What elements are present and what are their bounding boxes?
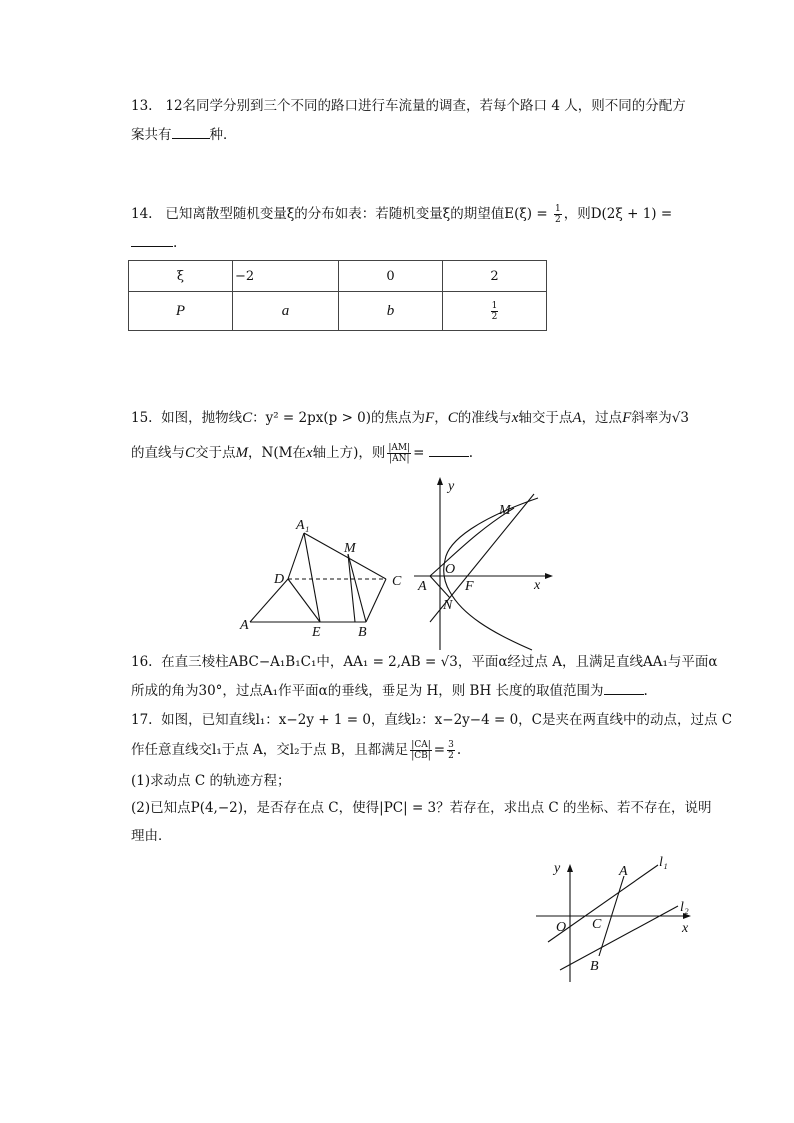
q15-fraction (387, 443, 411, 464)
label-l1: l₁ (659, 855, 668, 870)
q15-u7: 轴上方)，则 (312, 445, 386, 461)
q15-t7: 的准线与 (457, 410, 512, 426)
edge (348, 554, 355, 622)
q15-frac-den: |AN| (389, 454, 410, 464)
q16-text-2: 所成的角为30°，过点A₁作平面α的垂线，垂足为 H，则 BH 长度的取值范围为 (131, 683, 604, 699)
q16-text: 在直三棱柱ABC−A₁B₁C₁中，AA₁ = 2,AB = √3，平面α经过点 A，且满足直线AA₁与平面α (161, 654, 718, 670)
q16-number: 16. (131, 654, 153, 670)
q15-t11: ，过点 (581, 410, 623, 426)
line-AM (430, 508, 514, 576)
q17-number: 17. (131, 712, 153, 728)
label-x: x (682, 921, 689, 936)
q17-frac-num: |CA| (411, 740, 431, 750)
q13-line1 (131, 96, 686, 116)
label-A: A (418, 579, 427, 594)
table-cell: 0 (339, 261, 443, 292)
q15-u2: C (185, 445, 196, 461)
q17-end: . (456, 742, 462, 758)
q17-sub2: (2)已知点P(4,−2)，是否存在点 C，使得|PC| = 3？若存在，求出点 C 的坐标、若不存在，说明 (131, 800, 712, 816)
q14-frac-num: 1 (554, 204, 561, 214)
q13-text-2: 案共有 (131, 127, 172, 143)
label-O: O (445, 562, 456, 577)
label-A: A (240, 618, 249, 633)
q15-u3: 交于点 (195, 445, 236, 461)
q14-text: 已知离散型随机变量ξ的分布如表：若随机变量ξ的期望值E(ξ) = (165, 206, 548, 222)
q17-line1 (131, 710, 732, 730)
q17-fraction (410, 740, 432, 761)
q15-end: . (468, 445, 474, 461)
q15-answer-blank[interactable] (429, 442, 469, 457)
label-B: B (590, 959, 599, 974)
q15-u6: x (305, 445, 313, 461)
q17-sub2-cont: 理由． (131, 828, 172, 844)
q16-end: . (643, 683, 648, 699)
table-frac-den: 2 (491, 311, 498, 322)
edge (304, 533, 386, 579)
q15-frac-num: |AM| (388, 443, 411, 453)
q15-t4: F (425, 410, 435, 426)
label-y: y (554, 861, 561, 876)
q14-frac-den: 2 (554, 215, 561, 225)
q14-fraction (554, 204, 562, 225)
q14-end: . (173, 235, 178, 251)
table-frac-num: 1 (491, 300, 498, 311)
parabola-curve (444, 498, 538, 650)
q16-line1 (131, 652, 718, 672)
q15-t1: 如图，抛物线 (161, 410, 243, 426)
table-cell: ξ (129, 261, 233, 292)
label-A: A (619, 864, 628, 879)
label-A1: A₁ (296, 518, 310, 533)
q15-t3: ：y² = 2px(p > 0)的焦点为 (252, 410, 426, 426)
q17-val-num: 3 (448, 740, 454, 750)
label-l2: l₂ (680, 900, 689, 915)
table-row (129, 261, 547, 292)
table-cell: 2 (443, 261, 547, 292)
q17-val-den: 2 (448, 751, 454, 761)
y-arrow (567, 864, 573, 872)
label-C: C (592, 917, 602, 932)
table-cell (443, 292, 547, 331)
q17-sub1: (1)求动点 C 的轨迹方程； (131, 773, 291, 789)
edge (288, 579, 320, 622)
q14-answer-blank[interactable] (131, 232, 173, 247)
parabola-figure (410, 474, 560, 652)
label-O: O (556, 920, 567, 935)
q13-number: 13. (131, 98, 153, 114)
q15-line2 (131, 442, 473, 464)
parallel-lines-figure (532, 852, 702, 984)
label-F: F (465, 579, 474, 594)
q13-line2 (131, 124, 237, 145)
edge (348, 554, 366, 622)
table-cell: b (339, 292, 443, 331)
q17-text: 如图，已知直线l₁：x−2y + 1 = 0，直线l₂：x−2y−4 = 0，C是夹在两直线中的动点，过点 C (161, 712, 733, 728)
label-M: M (344, 541, 356, 556)
x-arrow (545, 573, 553, 579)
q15-t5: ， (434, 410, 448, 426)
table-cell: P (129, 292, 233, 331)
edge (304, 533, 320, 622)
label-E: E (312, 625, 321, 640)
y-arrow (437, 477, 443, 485)
q15-t8: x (511, 410, 519, 426)
q17-frac-den: |CB| (411, 751, 431, 761)
label-M: M (499, 503, 511, 518)
q14-line1 (131, 204, 672, 225)
table-cell: −2 (233, 261, 339, 292)
table-fraction (491, 301, 499, 322)
q15-t2: C (242, 410, 253, 426)
q15-u5: ，N(M在 (248, 445, 306, 461)
q15-t9: 轴交于点 (518, 410, 573, 426)
q14-number: 14. (131, 206, 153, 222)
q17-eq: = (433, 742, 446, 758)
edge (288, 533, 304, 579)
q17-line2 (131, 740, 461, 761)
q15-t13: 斜率为√3 (631, 410, 689, 426)
label-B: B (358, 625, 367, 640)
prism-figure (236, 512, 416, 640)
label-x: x (534, 578, 541, 593)
q15-t10: A (572, 410, 582, 426)
label-y: y (448, 479, 455, 494)
table-row (129, 292, 547, 331)
q17-text-2: 作任意直线交l₁于点 A，交l₂于点 B，且都满足 (131, 742, 409, 758)
q13-answer-blank[interactable] (172, 124, 210, 139)
q15-u1: 的直线与 (131, 445, 185, 461)
q15-line1 (131, 408, 689, 428)
q17-value (447, 740, 455, 761)
table-cell: a (233, 292, 339, 331)
label-C: C (392, 574, 402, 589)
label-D: D (274, 572, 285, 587)
q14-text-2: ，则D(2ξ + 1) = (563, 206, 673, 222)
q14-line2 (131, 232, 177, 253)
label-N: N (443, 598, 453, 613)
edge (366, 579, 386, 622)
q13-text: 12名同学分别到三个不同的路口进行车流量的调查，若每个路口 4 人，则不同的分配方 (165, 98, 686, 114)
q15-t12: F (622, 410, 632, 426)
q15-t6: C (447, 410, 458, 426)
q16-line2 (131, 680, 648, 701)
q16-answer-blank[interactable] (604, 680, 644, 695)
q15-number: 15. (131, 410, 153, 426)
q15-u4: M (235, 445, 249, 461)
distribution-table (128, 260, 547, 331)
q13-text-3: 种． (209, 127, 237, 143)
q15-u8: = (413, 445, 425, 461)
